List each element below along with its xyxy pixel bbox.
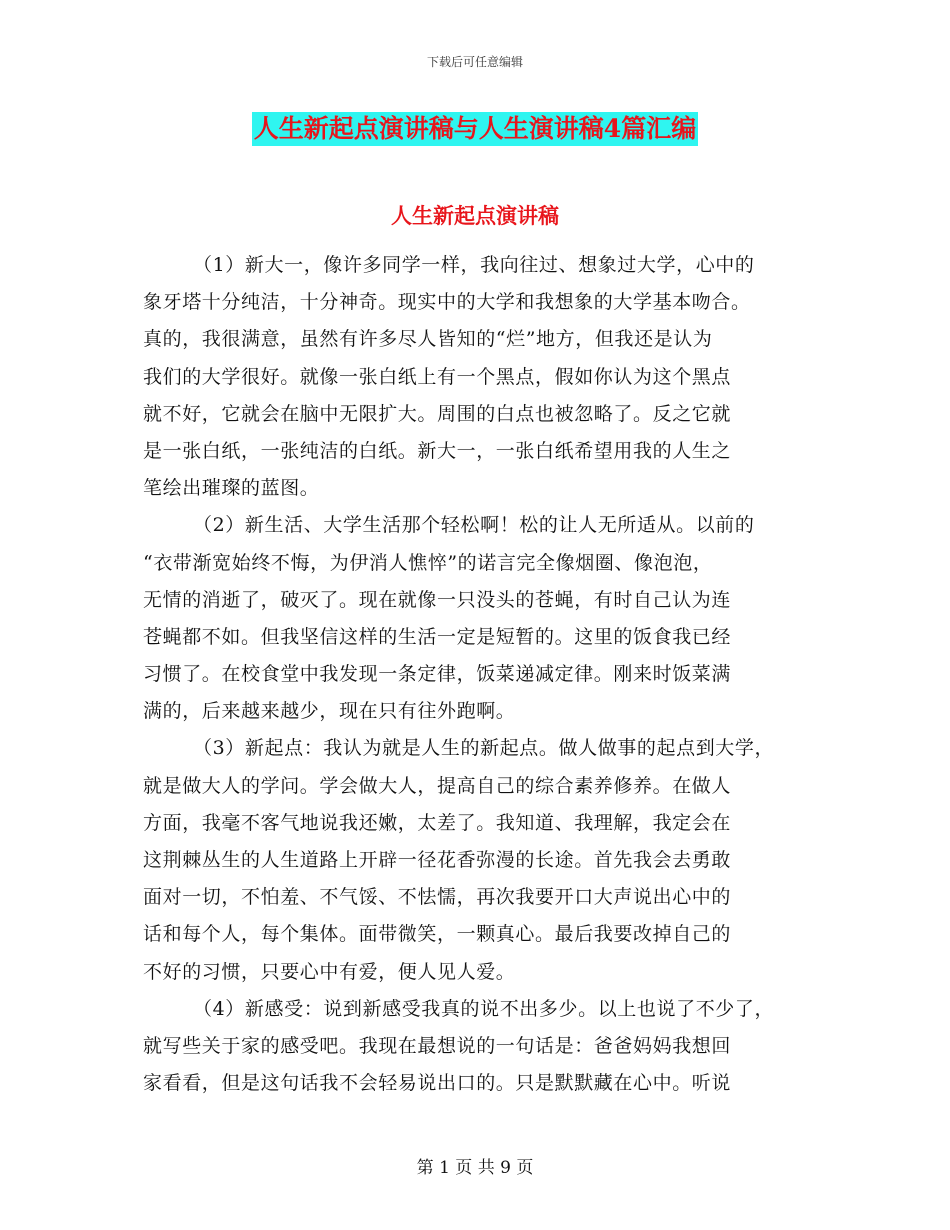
paragraph-line: （1）新大一，像许多同学一样，我向往过、想象过大学，心中的 <box>193 254 755 276</box>
body-text <box>143 247 823 1102</box>
paragraph-line: 就不好，它就会在脑中无限扩大。周围的白点也被忽略了。反之它就 <box>143 402 732 425</box>
paragraph-line: 无情的消逝了，破灭了。现在就像一只没头的苍蝇，有时自己认为连 <box>143 588 732 611</box>
paragraph-line: 象牙塔十分纯洁，十分神奇。现实中的大学和我想象的大学基本吻合。 <box>143 291 751 314</box>
main-title: 人生新起点演讲稿与人生演讲稿4篇汇编 <box>252 112 698 146</box>
paragraph-line: 是一张白纸，一张纯洁的白纸。新大一，一张白纸希望用我的人生之 <box>143 439 732 462</box>
paragraph-line: 我们的大学很好。就像一张白纸上有一个黑点，假如你认为这个黑点 <box>143 365 732 388</box>
paragraph-line: 话和每个人，每个集体。面带微笑，一颗真心。最后我要改掉自己的 <box>143 923 732 946</box>
paragraph-line: 方面，我毫不客气地说我还嫩，太差了。我知道、我理解，我定会在 <box>143 811 732 834</box>
paragraph-line: （3）新起点：我认为就是人生的新起点。做人做事的起点到大学， <box>193 737 775 760</box>
paragraph-line: 满的，后来越来越少，现在只有往外跑啊。 <box>143 700 516 723</box>
paragraph-line: 家看看，但是这句话我不会轻易说出口的。只是默默藏在心中。听说 <box>143 1072 732 1095</box>
page-footer: 第 1 页 共 9 页 <box>416 1158 534 1178</box>
page-header-note: 下载后可任意编辑 <box>426 55 523 69</box>
main-title-container <box>0 112 950 146</box>
paragraph-line: （2）新生活、大学生活那个轻松啊！松的让人无所适从。以前的 <box>193 514 755 537</box>
paragraph-line: 苍蝇都不如。但我坚信这样的生活一定是短暂的。这里的饭食我已经 <box>143 625 732 648</box>
paragraph-line: 就是做大人的学问。学会做大人，提高自己的综合素养修养。在做人 <box>143 774 732 797</box>
paragraph-line: （4）新感受：说到新感受我真的说不出多少。以上也说了不少了， <box>193 997 775 1020</box>
section-title: 人生新起点演讲稿 <box>391 203 559 228</box>
paragraph-line: 面对一切，不怕羞、不气馁、不怯懦，再次我要开口大声说出心中的 <box>143 886 732 909</box>
paragraph-line: 这荆棘丛生的人生道路上开辟一径花香弥漫的长途。首先我会去勇敢 <box>143 849 732 871</box>
paragraph-line: 习惯了。在校食堂中我发现一条定律，饭菜递减定律。刚来时饭菜满 <box>143 663 732 686</box>
paragraph-line: 就写些关于家的感受吧。我现在最想说的一句话是：爸爸妈妈我想回 <box>143 1034 732 1057</box>
paragraph-line: 真的，我很满意，虽然有许多尽人皆知的“烂”地方，但我还是认为 <box>143 328 713 351</box>
paragraph-line: 不好的习惯，只要心中有爱，便人见人爱。 <box>143 960 516 983</box>
paragraph-line: “衣带渐宽始终不悔，为伊消人憔悴”的诺言完全像烟圈、像泡泡， <box>143 551 713 574</box>
paragraph-line: 笔绘出璀璨的蓝图。 <box>143 477 320 500</box>
